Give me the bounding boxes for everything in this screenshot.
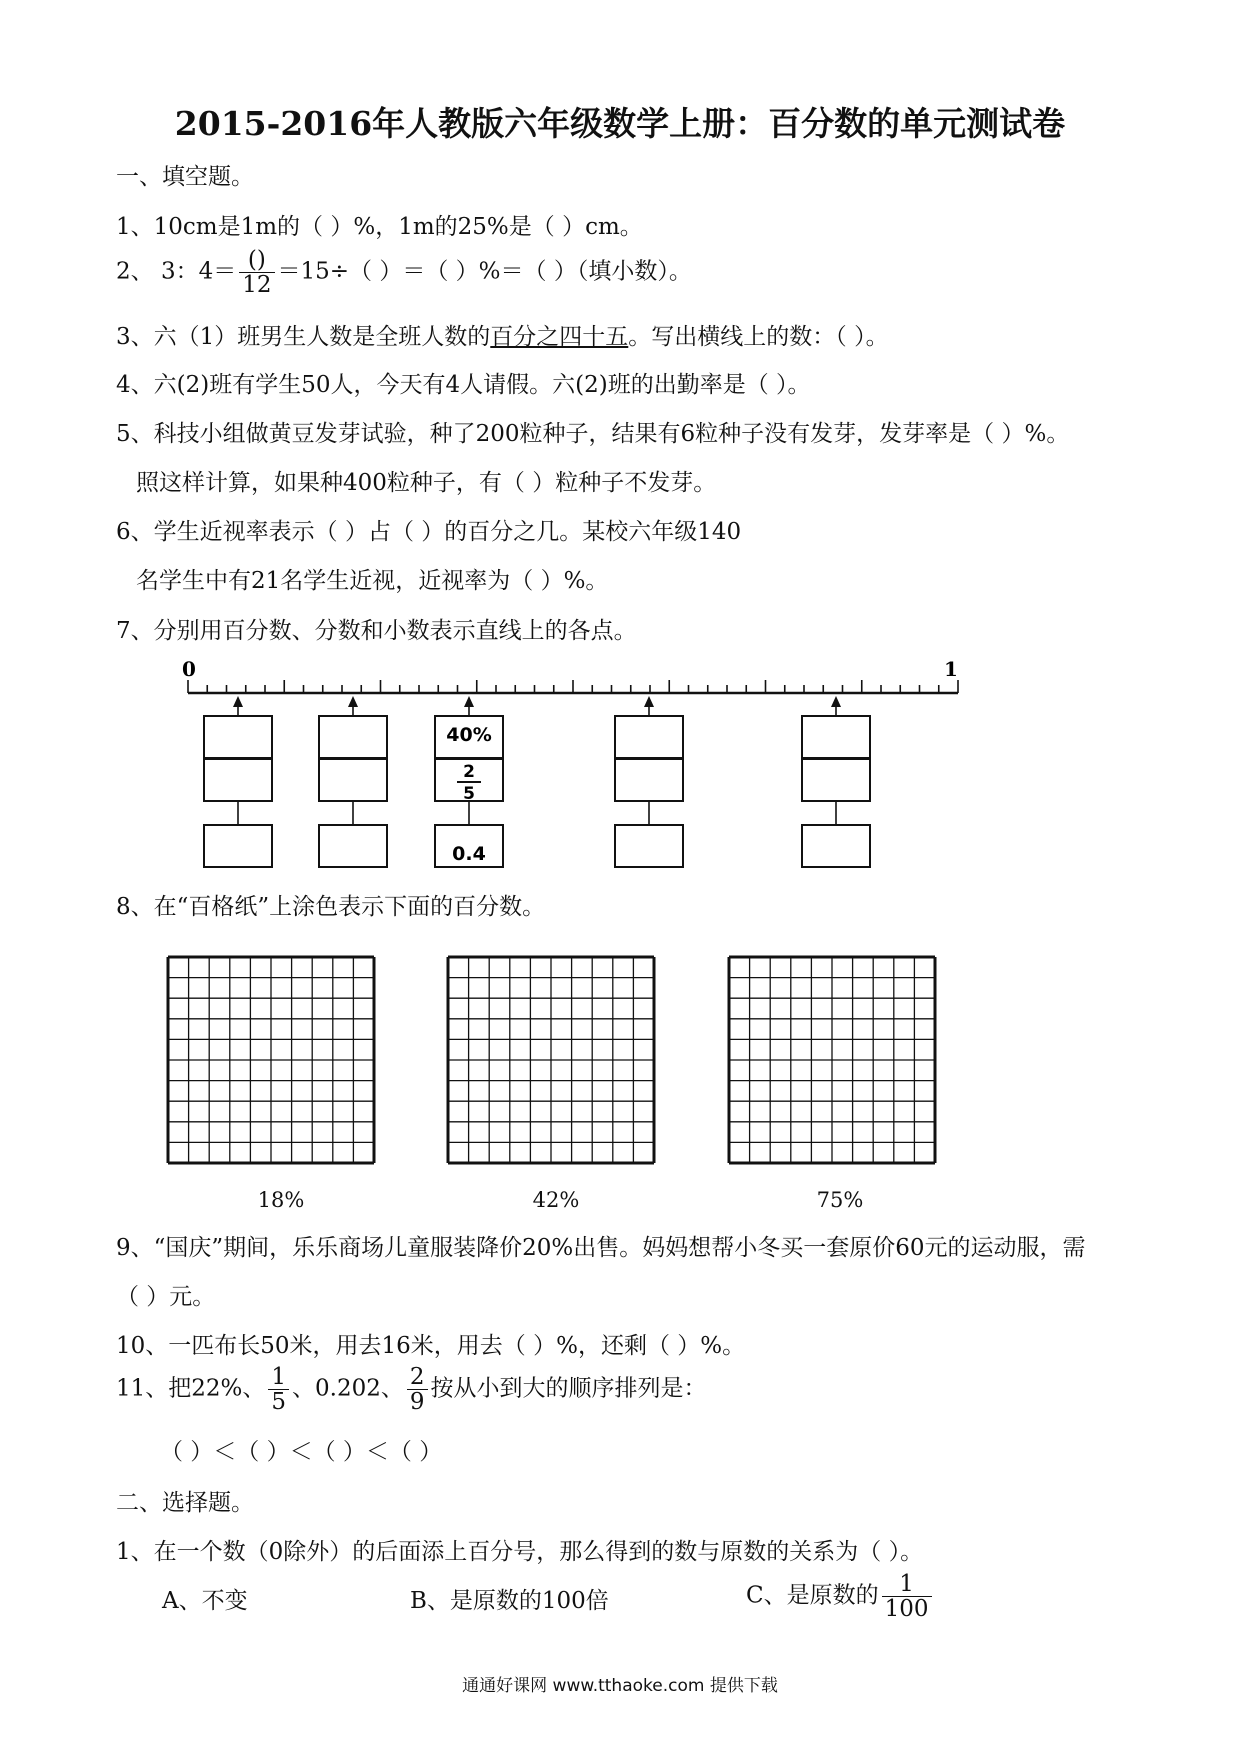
answer-box-columns [204,696,870,867]
number-line-end-label: 1 [944,660,958,681]
option-c-fraction [882,1572,932,1621]
q2-frac-denominator: 12 [242,272,272,298]
q2-start: 2、 3：4＝ [116,258,237,285]
answer-box[interactable] [615,716,683,758]
choice-option-c[interactable] [746,1572,935,1621]
option-c-denominator: 100 [884,1596,929,1622]
q11-fraction-2 [407,1365,428,1414]
q2-fraction [239,248,274,297]
grid-lines [446,955,656,1165]
question-9-line-1: 9、“国庆”期间，乐乐商场儿童服装降价20%出售。妈妈想帮小冬买一套原价60元的运动服，需 [116,1235,1086,1261]
point-arrow-icon [464,696,474,707]
q2-rest: ＝15÷（ ）＝（ ）%＝（ ）（填小数）。 [277,258,692,285]
q11-end: 按从小到大的顺序排列是： [430,1375,707,1402]
point-arrow-icon [831,696,841,707]
question-3 [116,322,889,352]
q11-start: 11、把22%、 [116,1375,266,1402]
q11-fraction-1 [268,1365,289,1414]
question-1: 1、10cm是1m的（ ）%，1m的25%是（ ）cm。 [116,214,643,240]
number-line-start-label: 0 [182,660,196,681]
question-5-line-1: 5、科技小组做黄豆发芽试验，种了200粒种子，结果有6粒种子没有发芽，发芽率是（ ）%。 [116,421,1070,447]
hundred-grid-3[interactable] [727,955,937,1165]
question-5-line-2: 照这样计算，如果种400粒种子，有（ ）粒种子不发芽。 [136,470,717,496]
q3-underlined-text: 百分之四十五 [490,324,629,350]
q2-frac-numerator: () [239,248,274,273]
point-arrow-icon [644,696,654,707]
choice-option-a[interactable]: A、不变 [162,1588,248,1614]
question-6-line-1: 6、学生近视率表示（ ）占（ ）的百分之几。某校六年级140 [116,519,742,545]
q11-f2-denominator: 9 [409,1389,425,1415]
answer-box[interactable] [615,825,683,867]
question-10: 10、一匹布长50米，用去16米，用去（ ）%，还剩（ ）%。 [116,1333,746,1359]
point-arrow-icon [348,696,358,707]
option-c-numerator: 1 [882,1572,932,1597]
section-heading-fill-blank: 一、填空题。 [116,164,254,190]
q11-f1-denominator: 5 [271,1389,287,1415]
question-11 [116,1365,707,1414]
q3-end: 。写出横线上的数：（ ）。 [628,324,889,350]
point-arrow-icon [233,696,243,707]
question-9-line-2: （ ）元。 [116,1284,216,1310]
answer-box[interactable] [802,716,870,758]
grid-lines [166,955,376,1165]
q11-f2-numerator: 2 [407,1365,428,1390]
example-fraction-denominator: 5 [463,784,475,804]
grid-label-1: 18% [257,1188,305,1212]
choice-question-1: 1、在一个数（0除外）的后面添上百分号，那么得到的数与原数的关系为（ ）。 [116,1539,924,1565]
answer-box[interactable] [802,759,870,801]
answer-box[interactable] [319,716,387,758]
answer-box[interactable] [204,716,272,758]
choice-option-b[interactable]: B、是原数的100倍 [410,1588,609,1614]
question-7: 7、分别用百分数、分数和小数表示直线上的各点。 [116,618,637,644]
question-6-line-2: 名学生中有21名学生近视，近视率为（ ）%。 [136,568,609,594]
page-footer: 通通好课网 www.tthaoke.com 提供下载 [462,1676,778,1696]
example-percent: 40% [446,724,492,746]
grid-lines [727,955,937,1165]
page-title: 2015-2016年人教版六年级数学上册：百分数的单元测试卷 [174,104,1066,143]
option-c-text: C、是原数的 [746,1582,879,1609]
question-4: 4、六(2)班有学生50人，今天有4人请假。六(2)班的出勤率是（ ）。 [116,372,811,398]
answer-box[interactable] [319,825,387,867]
number-line-diagram [180,660,980,880]
number-line-ticks [188,680,958,693]
question-8: 8、在“百格纸”上涂色表示下面的百分数。 [116,894,546,920]
answer-box[interactable] [204,825,272,867]
grid-label-3: 75% [816,1188,864,1212]
example-decimal: 0.4 [452,843,486,865]
example-fraction-numerator: 2 [463,762,475,782]
answer-box[interactable] [802,825,870,867]
question-11-answer-line: （ ）＜（ ）＜（ ）＜（ ） [160,1439,443,1465]
q11-mid: 、0.202、 [292,1375,404,1402]
section-heading-choice: 二、选择题。 [116,1490,254,1516]
question-2 [116,248,692,297]
q11-f1-numerator: 1 [268,1365,289,1390]
q3-start: 3、六（1）班男生人数是全班人数的 [116,324,491,350]
grid-label-2: 42% [532,1188,580,1212]
answer-box[interactable] [204,759,272,801]
answer-box[interactable] [615,759,683,801]
hundred-grid-1[interactable] [166,955,376,1165]
hundred-grid-2[interactable] [446,955,656,1165]
answer-box[interactable] [319,759,387,801]
